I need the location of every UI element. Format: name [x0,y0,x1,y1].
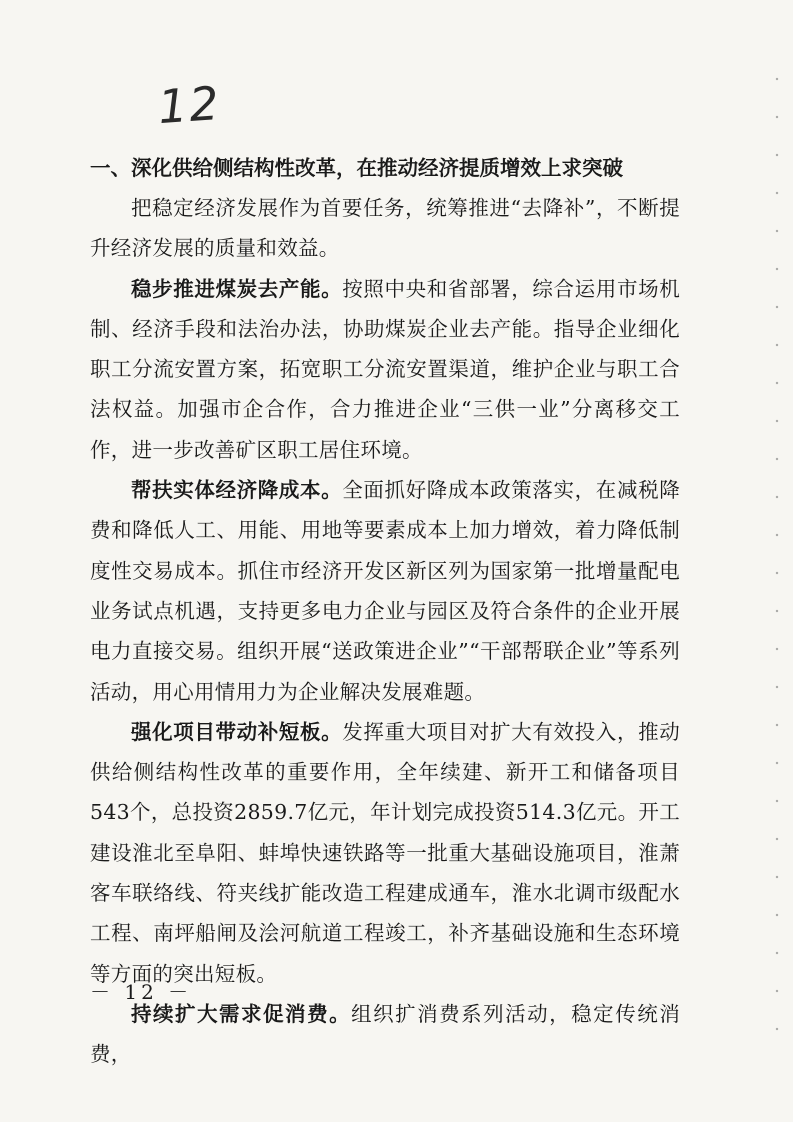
paragraph-lead: 帮扶实体经济降成本。 [131,478,343,503]
scan-edge-dots [775,60,779,1060]
paragraph-intro [90,188,680,269]
paragraph-coal [90,269,680,470]
paragraph-text: 组织扩消费系列活动，稳定传统消费， [90,1001,681,1067]
paragraph-text: 发挥重大项目对扩大有效投入，推动供给侧结构性改革的重要作用，全年续建、新开工和储备项目543个，总投资2859.7亿元，年计划完成投资514.3亿元。开工建设淮北至阜阳、蚌埠快速铁路等一批重大基础设施项目，淮萧客车联络线、符夹线扩能改造工程建成通车，淮水北调市级配水工程、南坪船闸及浍河航道工程竣工，补齐基础设施和生态环境等方面的突出短板。 [90,719,680,986]
section-heading: 一、深化供给侧结构性改革，在推动经济提质增效上求突破 [90,156,623,180]
footer-page-number: － 12 － [90,980,193,1004]
paragraph-text: 把稳定经济发展作为首要任务，统筹推进“去降补”，不断提升经济发展的质量和效益。 [90,196,680,261]
paragraph-consumption [90,994,680,1075]
paragraph-text: 全面抓好降成本政策落实，在减税降费和降低人工、用能、用地等要素成本上加力增效，着力降低制度性交易成本。抓住市经济开发区新区列为国家第一批增量配电业务试点机遇，支持更多电力企业与园区及符合条件的企业开展电力直接交易。组织开展“送政策进企业”“干部帮联企业”等系列活动，用心用情用力为企业解决发展难题。 [90,478,680,704]
document-body [90,148,680,1075]
paragraph-lead: 稳步推进煤炭去产能。 [131,276,343,301]
paragraph-lead: 强化项目带动补短板。 [131,719,343,744]
paragraph-lead: 持续扩大需求促消费。 [131,1001,352,1026]
paragraph-text: 按照中央和省部署，综合运用市场机制、经济手段和法治办法，协助煤炭企业去产能。指导企业细化职工分流安置方案，拓宽职工分流安置渠道，维护企业与职工合法权益。加强市企合作，合力推进企业“三供一业”分离移交工作，进一步改善矿区职工居住环境。 [90,276,680,462]
paragraph-projects [90,712,680,994]
handwritten-page-mark: 12 [156,75,223,135]
paragraph-cost [90,470,680,712]
